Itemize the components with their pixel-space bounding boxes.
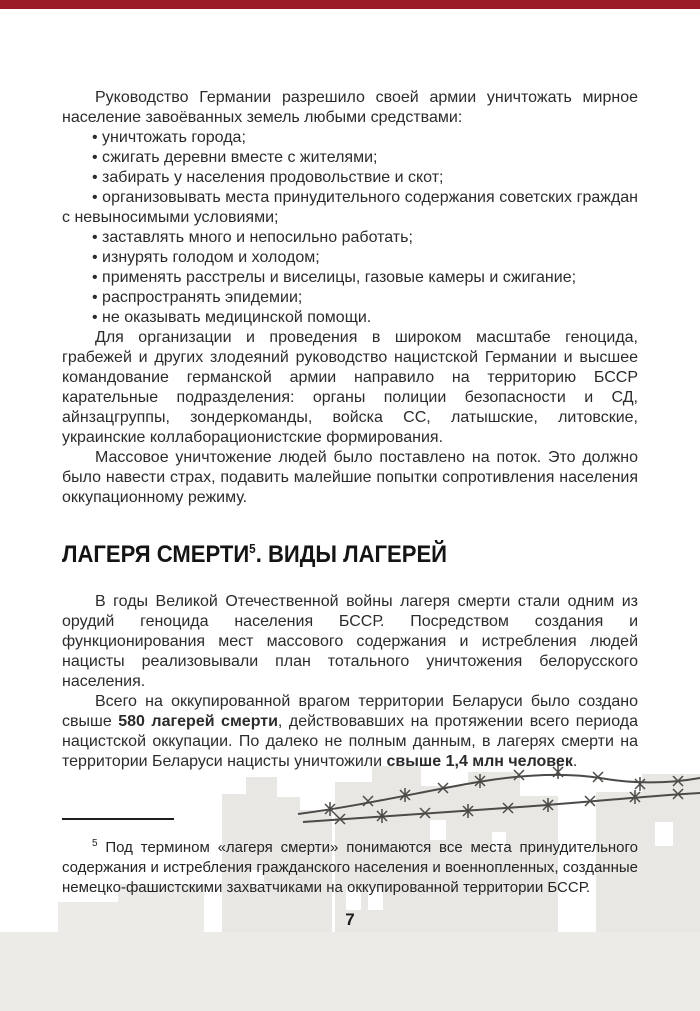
text-segment: Руководство Германии разрешило своей армии уничтожать мирное население завоёванных земель любыми средствами: (62, 89, 638, 126)
text-segment: не оказывать медицинской помощи. (102, 309, 372, 326)
bullet-dot: • (92, 249, 103, 266)
bullet-item (62, 168, 638, 188)
paragraph (62, 328, 638, 448)
emphasized-text: свыше 1,4 млн человек (386, 753, 573, 770)
bullet-dot: • (92, 229, 103, 246)
text-segment: В годы Великой Отечественной войны лагеря смерти стали одним из орудий геноцида населения БССР. Посредством создания и функционирования мест массового содержания и истребления людей нацисты реализовывали план тотального уничтожения белорусского населения. (62, 593, 638, 690)
text-segment: заставлять много и непосильно работать; (102, 229, 413, 246)
footnote (62, 818, 638, 898)
text-segment: изнурять голодом и холодом; (102, 249, 320, 266)
footnote-divider (62, 818, 174, 820)
text-segment: . (572, 753, 578, 770)
bullet-dot: • (92, 309, 103, 326)
text-segment: Массовое уничтожение людей было поставлено на поток. Это должно было навести страх, подавить малейшие попытки сопротивления населения оккупационному режиму. (62, 449, 638, 506)
bullet-item (62, 228, 638, 248)
text-segment: уничтожать города; (102, 129, 246, 146)
bullet-item (62, 288, 638, 308)
footnote-marker: 5 (92, 838, 98, 849)
emphasized-text: 580 лагерей смерти (118, 713, 278, 730)
text-segment: организовывать места принудительного содержания советских граждан с невыносимыми условиями; (62, 189, 639, 226)
text-segment: Для организации и проведения в широком масштабе геноцида, грабежей и других злодеяний руководство нацистской Германии и высшее командование германской армии направило на территорию БССР карательные подразделения: органы полиции безопасности и СД, айнзацгруппы, зондеркоманды, войска СС, латышские, литовские, украинские коллаборационистские формирования. (62, 329, 638, 446)
bullet-item (62, 148, 638, 168)
paragraph (62, 88, 638, 128)
footnote-text (62, 834, 638, 898)
bullet-dot: • (92, 269, 103, 286)
top-accent-band (0, 0, 700, 9)
text-segment: применять расстрелы и виселицы, газовые камеры и сжигание; (102, 269, 577, 286)
text-segment: , действовавших на протяжении всего периода нацистской оккупации. По далеко не полным данным, в лагерях смерти на территории Беларуси нацисты уничтожили (62, 713, 638, 770)
bullet-item (62, 308, 638, 328)
bullet-dot: • (92, 169, 103, 186)
bullet-item (62, 248, 638, 268)
body-text (62, 88, 638, 772)
paragraph (62, 692, 638, 772)
section-heading (62, 541, 580, 569)
bullet-item (62, 128, 638, 148)
footnote-reference: 5 (249, 540, 256, 556)
page-number: 7 (345, 910, 355, 929)
bullet-dot: • (92, 149, 103, 166)
bullet-dot: • (92, 289, 103, 306)
paragraph (62, 592, 638, 692)
paragraph (62, 448, 638, 508)
heading-text: . ВИДЫ ЛАГЕРЕЙ (255, 541, 448, 568)
footnote-body: Под термином «лагеря смерти» понимаются все места принудительного содержания и истребления гражданского населения и военнопленных, созданные немецко-фашистскими захватчиками на оккупированной территории БССР. (62, 839, 638, 896)
text-segment: Всего на оккупированной врагом территории Беларуси было создано свыше (62, 693, 638, 730)
bullet-dot: • (92, 189, 103, 206)
bullet-item (62, 188, 638, 228)
heading-text: ЛАГЕРЯ СМЕРТИ (62, 541, 250, 568)
bullet-item (62, 268, 638, 288)
bullet-dot: • (92, 129, 103, 146)
text-segment: распространять эпидемии; (102, 289, 303, 306)
text-segment: забирать у населения продовольствие и скот; (102, 169, 444, 186)
text-segment: сжигать деревни вместе с жителями; (102, 149, 378, 166)
